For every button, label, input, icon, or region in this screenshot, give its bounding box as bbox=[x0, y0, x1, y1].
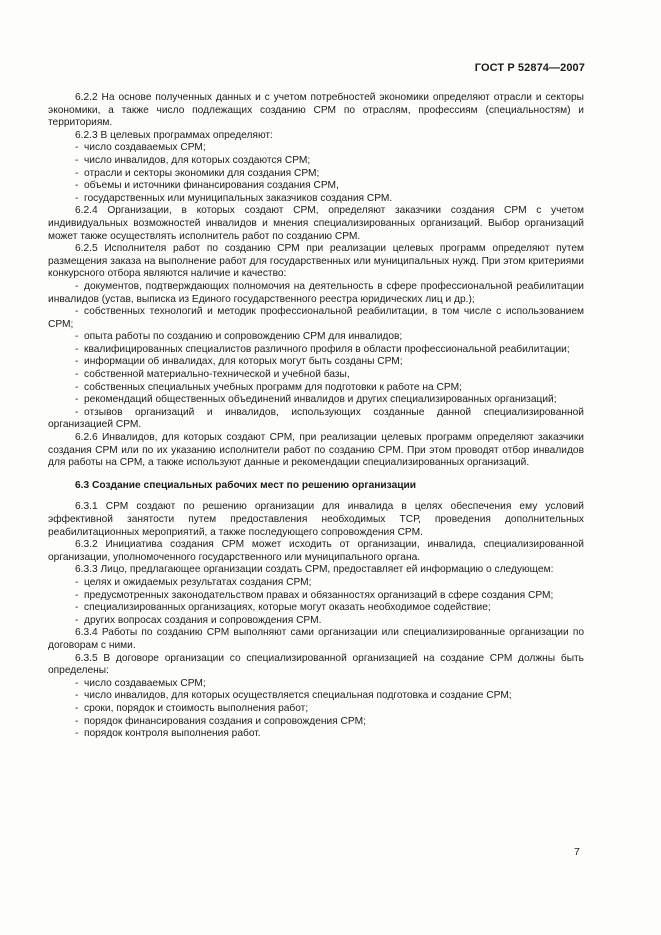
list-item bbox=[48, 577, 584, 590]
list-dash: - bbox=[75, 180, 79, 192]
list-item bbox=[48, 728, 584, 741]
list-dash: - bbox=[75, 280, 79, 292]
list-dash: - bbox=[75, 690, 79, 702]
list-dash: - bbox=[75, 715, 79, 727]
list-item-text: собственных специальных учебных программ для подготовки к работе на СРМ; bbox=[84, 381, 462, 393]
list-item-text: документов, подтверждающих полномочия на деятельность в сфере профессиональной реабилитации инвалидов (устав, выписка из Единого государственного реестра юридических лиц и др.); bbox=[48, 280, 584, 305]
list-item bbox=[48, 369, 584, 382]
paragraph: 6.3.2 Инициатива создания СРМ может исходить от организации, инвалида, специализированной организации, уполномоченного государственного или муниципального органа. bbox=[48, 539, 584, 563]
document-body bbox=[48, 92, 584, 741]
list-item bbox=[48, 331, 584, 344]
list-item bbox=[48, 678, 584, 691]
list-item-text: собственных технологий и методик профессиональной реабилитации, в том числе с использованием СРМ; bbox=[48, 306, 584, 330]
paragraph: 6.3.4 Работы по созданию СРМ выполняют сами организации или специализированные организации по договорам с ними. bbox=[48, 627, 584, 651]
list-item-text: предусмотренных законодательством правах и обязанностях организаций в сфере создания СРМ; bbox=[84, 589, 554, 601]
list-item bbox=[48, 407, 584, 432]
list-item bbox=[48, 703, 584, 716]
page-number: 7 bbox=[574, 846, 580, 858]
list-dash: - bbox=[75, 154, 79, 166]
list-dash: - bbox=[75, 306, 79, 318]
paragraph: 6.3.5 В договоре организации со специализированной организацией на создание СРМ должны быть определены: bbox=[48, 652, 584, 677]
list-item bbox=[48, 590, 584, 603]
list-item bbox=[48, 168, 584, 181]
list-item bbox=[48, 344, 584, 357]
list-item bbox=[48, 382, 584, 395]
list-item bbox=[48, 602, 584, 615]
list-dash: - bbox=[75, 677, 79, 689]
list-item-text: информации об инвалидах, для которых могут быть созданы СРМ; bbox=[84, 356, 403, 368]
list-item-text: порядок финансирования создания и сопровождения СРМ; bbox=[84, 715, 366, 727]
list-item bbox=[48, 356, 584, 369]
list-dash: - bbox=[75, 614, 79, 626]
list-dash: - bbox=[75, 167, 79, 179]
list-dash: - bbox=[75, 589, 79, 601]
list-dash: - bbox=[75, 702, 79, 714]
list-item-text: других вопросах создания и сопровождения СРМ. bbox=[84, 614, 322, 626]
list-item-text: объемы и источники финансирования создания СРМ, bbox=[84, 180, 339, 192]
list-item-text: рекомендаций общественных объединений инвалидов и других специализированных организаций; bbox=[84, 394, 557, 406]
list-item bbox=[48, 394, 584, 407]
list-item-text: собственной материально-технической и учебной базы, bbox=[84, 369, 350, 381]
document-header: ГОСТ Р 52874—2007 bbox=[474, 62, 585, 74]
paragraph: 6.2.6 Инвалидов, для которых создают СРМ, при реализации целевых программ определяют заказчики создания СРМ или по их указанию исполнители работ по созданию СРМ. При этом проводят отбор инвалидов для работы на СРМ, а также используют данные и рекомендации специализированных организаций. bbox=[48, 432, 584, 469]
list-item-text: целях и ожидаемых результатах создания СРМ; bbox=[84, 576, 312, 588]
list-item bbox=[48, 193, 584, 206]
list-dash: - bbox=[75, 406, 79, 418]
paragraph: 6.2.4 Организации, в которых создают СРМ, определяют заказчики создания СРМ с учетом индивидуальных возможностей инвалидов и мнения специализированных организаций. Выбор организаций может также осуществлять исполнитель работ по созданию СРМ. bbox=[48, 205, 584, 242]
list-item-text: число инвалидов, для которых осуществляется специальная подготовка и создание СРМ; bbox=[84, 690, 512, 702]
list-dash: - bbox=[75, 142, 79, 154]
list-dash: - bbox=[75, 602, 79, 614]
list-item-text: отрасли и секторы экономики для создания СРМ; bbox=[84, 167, 320, 179]
list-item-text: число создаваемых СРМ; bbox=[84, 142, 206, 154]
list-dash: - bbox=[75, 356, 79, 368]
list-dash: - bbox=[75, 369, 79, 381]
paragraph: 6.3.3 Лицо, предлагающее организации создать СРМ, предоставляет ей информацию о следующем: bbox=[75, 564, 554, 576]
list-item bbox=[48, 281, 584, 306]
paragraph: 6.2.5 Исполнителя работ по созданию СРМ при реализации целевых программ определяют путем размещения заказа на выполнение работ для государственных или муниципальных нужд. При этом критериями конкурсного отбора являются наличие и качество: bbox=[48, 243, 584, 280]
list-dash: - bbox=[75, 728, 79, 740]
list-dash: - bbox=[75, 331, 79, 343]
section-heading: 6.3 Создание специальных рабочих мест по решению организации bbox=[75, 479, 417, 491]
list-item-text: квалифицированных специалистов различного профиля в области профессиональной реабилитации; bbox=[84, 343, 570, 355]
list-dash: - bbox=[75, 192, 79, 204]
list-dash: - bbox=[75, 394, 79, 406]
list-item-text: отзывов организаций и инвалидов, использующих созданные данной специализированной организацией СРМ. bbox=[48, 406, 584, 431]
list-item-text: специализированных организациях, которые могут оказать необходимое содействие; bbox=[84, 602, 491, 614]
list-item-text: порядок контроля выполнения работ. bbox=[84, 728, 261, 740]
paragraph: 6.2.2 На основе полученных данных и с учетом потребностей экономики определяют отрасли и секторы экономики, а также число подлежащих созданию СРМ по отраслям, профессиям (специальностям) и территориям. bbox=[48, 92, 584, 129]
list-dash: - bbox=[75, 381, 79, 393]
list-item-text: сроки, порядок и стоимость выполнения работ; bbox=[84, 702, 309, 714]
list-item bbox=[48, 716, 584, 729]
list-dash: - bbox=[75, 576, 79, 588]
list-item-text: государственных или муниципальных заказчиков создания СРМ. bbox=[84, 192, 393, 204]
paragraph: 6.3.1 СРМ создают по решению организации для инвалида в целях обеспечения ему условий эффективной занятости путем предоставления необходимых ТСР, проведения дополнительных реабилитационных мероприятий, а также последующего сопровождения СРМ. bbox=[48, 501, 584, 538]
list-item bbox=[48, 690, 584, 703]
list-item-text: опыта работы по созданию и сопровождению СРМ для инвалидов; bbox=[84, 331, 403, 343]
list-item-text: число создаваемых СРМ; bbox=[84, 677, 206, 689]
list-item bbox=[48, 180, 584, 193]
list-item-text: число инвалидов, для которых создаются СРМ; bbox=[84, 154, 311, 166]
paragraph: 6.2.3 В целевых программах определяют: bbox=[75, 129, 273, 141]
list-item bbox=[48, 142, 584, 155]
list-item bbox=[48, 615, 584, 628]
list-item bbox=[48, 155, 584, 168]
list-item bbox=[48, 306, 584, 331]
list-dash: - bbox=[75, 343, 79, 355]
